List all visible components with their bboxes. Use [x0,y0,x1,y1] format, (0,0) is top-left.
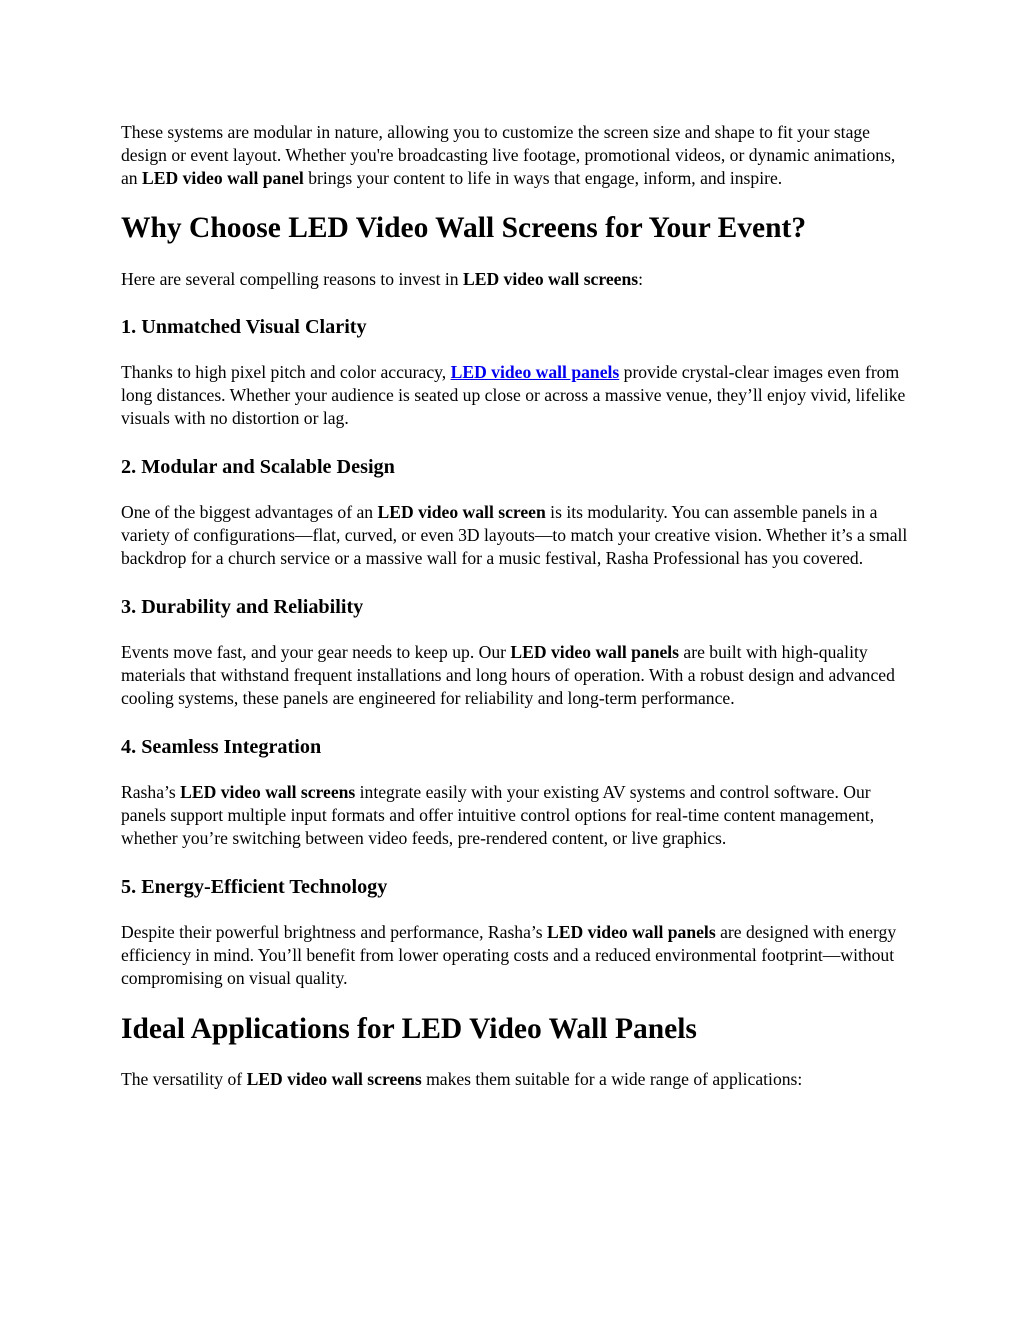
durability-text: Events move fast, and your gear needs to keep up. Our [121,642,511,662]
modular-bold-term: LED video wall screen [377,502,546,522]
ideal-text-end: makes them suitable for a wide range of applications: [421,1069,803,1089]
integration-text: Rasha’s [121,782,181,802]
intro-bold-term: LED video wall panel [142,168,304,188]
document-page [121,121,911,1091]
paragraph-integration [121,781,911,850]
why-lead-colon: : [638,269,643,289]
paragraph-visual-clarity [121,361,911,430]
heading-ideal-applications: Ideal Applications for LED Video Wall Panels [121,1013,697,1045]
heading-energy-efficient: 5. Energy-Efficient Technology [121,876,388,898]
intro-text: These systems are modular in nature, allowing you to customize the screen size and shape to fit your stage design or event layout. Whether you're broadcasting live footage, promotional videos, or dynamic animations, an [121,122,896,188]
clarity-text: Thanks to high pixel pitch and color accuracy, [121,362,451,382]
heading-durability: 3. Durability and Reliability [121,596,364,618]
energy-bold-term: LED video wall panels [547,922,716,942]
integration-bold-term: LED video wall screens [180,782,356,802]
energy-text: Despite their powerful brightness and performance, Rasha’s [121,922,548,942]
led-video-wall-panels-link[interactable]: LED video wall panels [450,362,620,382]
durability-text-end: are built with high-quality materials that withstand frequent installations and long hours of operation. With a robust design and advanced cooling systems, these panels are engineered for reliability and long-term performance. [121,642,895,708]
paragraph-ideal-applications [121,1068,911,1091]
why-lead-bold-term: LED video wall screens [462,269,639,289]
heading-modular-design: 2. Modular and Scalable Design [121,456,395,478]
intro-text-end: brings your content to life in ways that engage, inform, and inspire. [303,168,783,188]
why-lead-text: Here are several compelling reasons to invest in [121,269,463,289]
ideal-bold-term: LED video wall screens [246,1069,422,1089]
energy-text-end: are designed with energy efficiency in mind. You’ll benefit from lower operating costs and a reduced environmental footprint—without compromising on visual quality. [121,922,897,988]
clarity-text-end: provide crystal-clear images even from long distances. Whether your audience is seated up close or across a massive venue, they’ll enjoy vivid, lifelike visuals with no distortion or lag. [121,362,906,428]
heading-visual-clarity: 1. Unmatched Visual Clarity [121,316,367,338]
heading-why-choose: Why Choose LED Video Wall Screens for Your Event? [121,212,807,244]
paragraph-durability [121,641,911,710]
why-lead-paragraph [121,268,911,291]
modular-text-end: is its modularity. You can assemble panels in a variety of configurations—flat, curved, or even 3D layouts—to match your creative vision. Whether it’s a small backdrop for a church service or a massive wall for a music festival, Rasha Professional has you covered. [121,502,908,568]
ideal-text: The versatility of [121,1069,247,1089]
paragraph-modular-design [121,501,911,570]
intro-paragraph [121,121,911,190]
durability-bold-term: LED video wall panels [510,642,680,662]
heading-integration: 4. Seamless Integration [121,736,322,758]
paragraph-energy-efficient [121,921,911,990]
integration-text-end: integrate easily with your existing AV systems and control software. Our panels support multiple input formats and offer intuitive control options for real-time content management, whether you’re switching between video feeds, pre-rendered content, or live graphics. [121,782,875,848]
modular-text: One of the biggest advantages of an [121,502,378,522]
